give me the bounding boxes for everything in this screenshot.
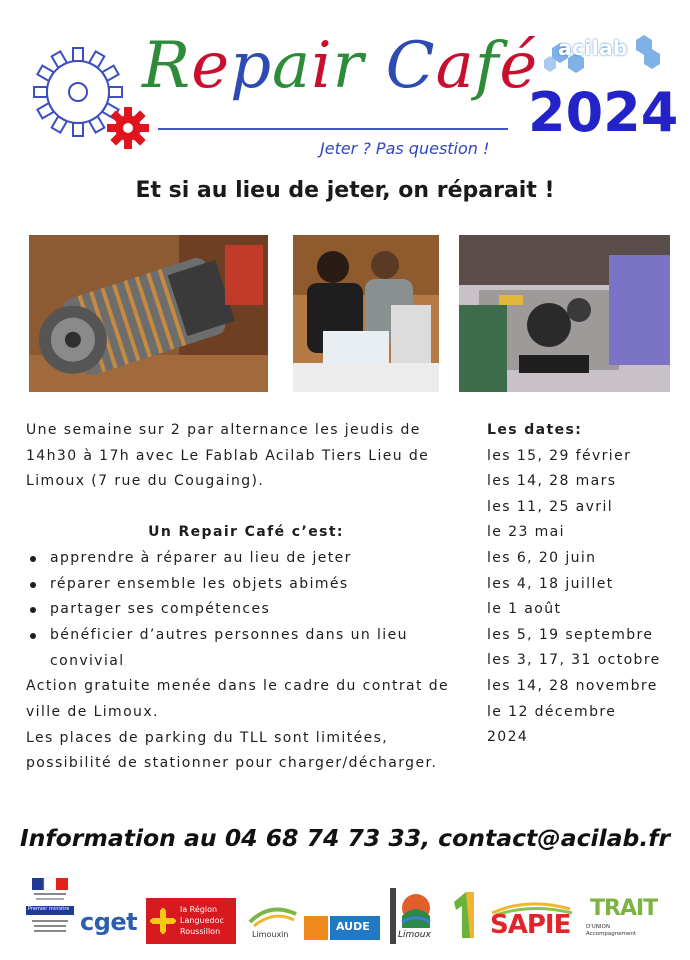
limoux-logo [388,888,440,944]
region-line3: Roussillon [180,927,221,936]
year-label: 2024 [528,81,679,144]
event-title [142,29,539,103]
event-title-text: Repair Café [142,29,539,103]
description-column [26,418,456,777]
gear-logo [28,44,158,156]
photo-motor [29,235,268,392]
limouxin-text: Limouxin [252,930,289,939]
date-item: les 11, 25 avril [487,498,614,515]
region-line1: la Région [180,905,218,914]
region-logo [146,898,236,944]
number-one-icon [446,890,482,940]
slogan: Jeter ? Pas question ! [320,139,490,158]
repair-cafe-heading: Un Repair Café c’est: [148,524,344,541]
benefits-list [26,546,456,675]
date-item: les 14, 28 novembre [487,677,658,694]
list-item: partager ses compétences [26,597,456,623]
date-item: les 15, 29 février [487,447,632,464]
limoux-text: Limoux [398,930,431,940]
photo-workshop [293,235,439,392]
dates-column [487,418,687,751]
sapie-text: SAPIE [490,910,571,940]
prefet-caption: Premier ministre [28,906,70,912]
cget-logo [80,908,142,942]
trait-logo [586,894,658,942]
swoosh-icon [246,900,300,930]
date-item: les 5, 19 septembre [487,626,654,643]
parking-paragraph: Les places de parking du TLL sont limitées, possibilité de stationner pour charger/décharger. [26,729,438,772]
prefet-logo [26,876,74,942]
aude-text: AUDE [336,920,370,933]
date-item: 2024 [487,729,529,746]
date-item: le 12 décembre [487,703,617,720]
contact-info: Information au 04 68 74 73 33, contact@acilab.fr [19,824,671,852]
date-item: le 23 mai [487,524,565,541]
region-line2: Languedoc [180,916,224,925]
trait-caption: D'UNION Accompagnement [586,924,637,937]
cget-logo-text: cget [80,908,138,936]
photo-repair-table [459,235,670,392]
date-item: le 1 août [487,601,562,618]
title-underline [158,128,508,130]
list-item: réparer ensemble les objets abimés [26,572,456,598]
list-item: apprendre à réparer au lieu de jeter [26,546,456,572]
trait-text: TRAIT [590,896,658,921]
date-item: les 4, 18 juillet [487,575,614,592]
date-item: les 3, 17, 31 octobre [487,652,661,669]
headline: Et si au lieu de jeter, on réparait ! [135,178,555,203]
intro-paragraph: Une semaine sur 2 par alternance les jeudis de 14h30 à 17h avec Le Fablab Acilab Tiers Lieu de Limoux (7 rue du Cougaing). [26,422,430,490]
number-one-logo [446,890,482,940]
date-item: les 6, 20 juin [487,549,597,566]
limouxin-logo [246,900,300,944]
occitan-cross-icon [150,908,176,934]
sapie-logo [488,900,574,942]
aude-logo [304,914,380,942]
acilab-logo-text: acilab [558,36,628,60]
dates-heading: Les dates: [487,422,583,438]
gears-icon [28,44,158,156]
date-item: les 14, 28 mars [487,473,617,490]
action-paragraph: Action gratuite menée dans le cadre du contrat de ville de Limoux. [26,678,450,721]
list-item: bénéficier d’autres personnes dans un lieu convivial [26,623,456,674]
